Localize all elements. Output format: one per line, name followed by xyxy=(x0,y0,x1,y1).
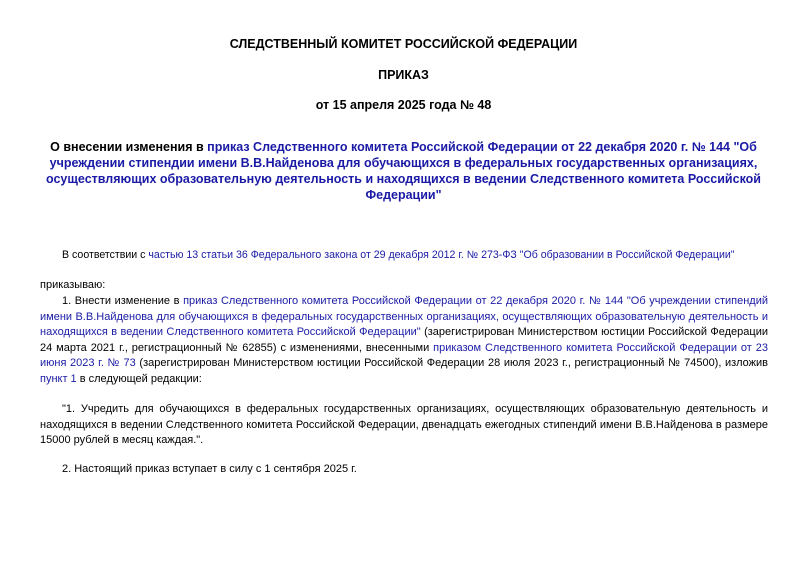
document-type-heading: ПРИКАЗ xyxy=(378,68,429,82)
item-1-paragraph xyxy=(40,294,768,387)
title-order-link[interactable]: приказ Следственного комитета Российской Федерации от 22 декабря 2020 г. № 144 "Об учреждении стипендии имени В.В.Найденова для обучающихся в федеральных государственных организациях, осуществляющих образовательную деятельность и находящихся в ведении Следственного комитета Российской Федерации" xyxy=(46,140,761,202)
preamble-paragraph xyxy=(62,248,762,264)
preamble-prefix: В соответствии с xyxy=(62,249,149,261)
item-1-registration-2: (зарегистрирован Министерством юстиции Российской Федерации 28 июля 2023 г., регистрационный № 74500), изложив xyxy=(135,357,768,369)
order-144-link[interactable]: приказ Следственного комитета Российской Федерации от 22 декабря 2020 г. № 144 "Об учреждении стипендий имени В.В.Найденова для обучающихся в федеральных государственных организациях, осуществляющих образовательную деятельность и находящихся в ведении Следственного комитета Российской Федерации" xyxy=(40,295,768,338)
order-word: приказываю: xyxy=(40,279,106,291)
document-date-number: от 15 апреля 2025 года № 48 xyxy=(315,98,492,112)
order-73-link[interactable]: приказом Следственного комитета Российской Федерации от 23 июня 2023 г. № 73 xyxy=(40,341,768,369)
federal-law-link[interactable]: частью 13 статьи 36 Федерального закона от 29 декабря 2012 г. № 273-ФЗ "Об образовании в Российской Федерации" xyxy=(148,249,735,261)
organization-heading: СЛЕДСТВЕННЫЙ КОМИТЕТ РОССИЙСКОЙ ФЕДЕРАЦИИ xyxy=(229,37,578,51)
title-prefix: О внесении изменения в xyxy=(50,140,208,154)
item-1-registration: (зарегистрирован Министерством юстиции Российской Федерации 24 марта 2021 г., регистрационный № 62855) с изменениями, внесенными xyxy=(40,326,769,354)
point-1-link[interactable]: пункт 1 xyxy=(40,372,77,385)
document-title xyxy=(40,139,767,203)
quoted-new-wording: "1. Учредить для обучающихся в федеральных государственных организациях, осуществляющих образовательную деятельность и находящихся в ведении Следственного комитета Российской Федерации, двенадцать ежегодных стипендий имени В.В.Найденова в размере 15000 рублей в месяц каждая.". xyxy=(40,403,768,446)
item-1-prefix: 1. Внести изменение в xyxy=(62,295,184,307)
item-2-paragraph: 2. Настоящий приказ вступает в силу с 1 сентября 2025 г. xyxy=(62,463,357,475)
item-1-suffix: в следующей редакции: xyxy=(76,372,202,385)
